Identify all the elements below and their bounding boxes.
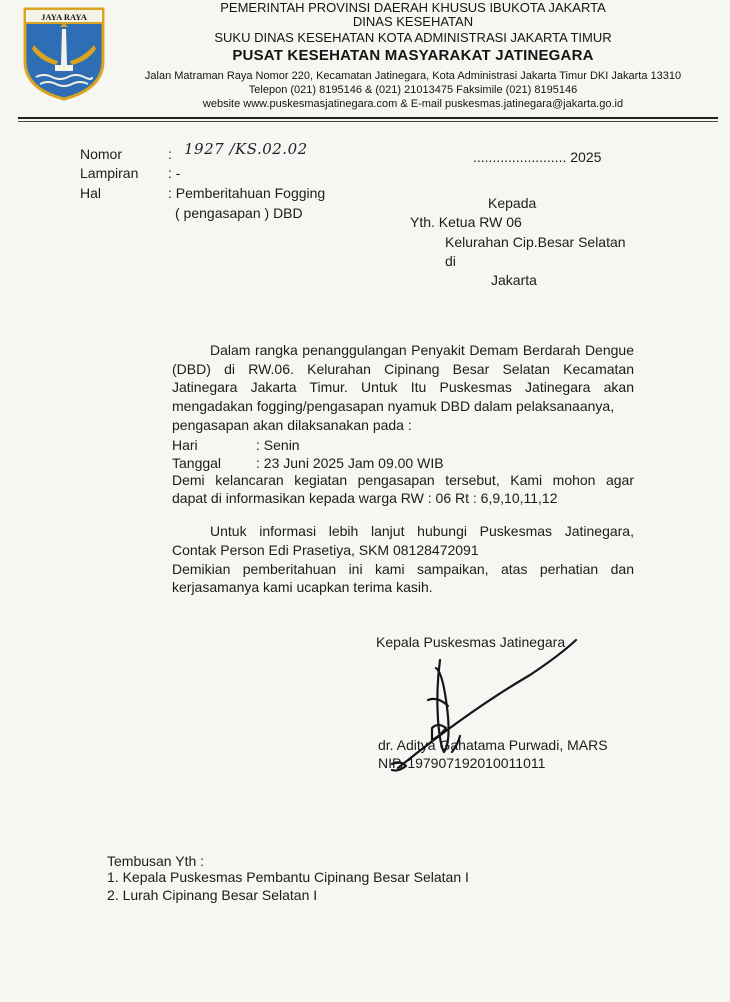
body-paragraph-2-last-line: dapat di informasikan kepada warga RW : 06 Rt : 6,9,10,11,12 (172, 490, 558, 506)
nomor-separator: : (168, 146, 172, 162)
body-paragraph-4: Demikian pemberitahuan ini kami sampaikan, atas perhatian dan (172, 561, 634, 577)
lampiran-value: : - (168, 165, 181, 181)
tembusan-item-1: 1. Kepala Puskesmas Pembantu Cipinang Besar Selatan I (107, 869, 469, 885)
signatory-name: dr. Aditya Gahatama Purwadi, MARS (378, 737, 608, 753)
header-government: PEMERINTAH PROVINSI DAERAH KHUSUS IBUKOTA JAKARTA (220, 0, 606, 15)
body-paragraph-3: Untuk informasi lebih lanjut hubungi Puskesmas Jatinegara, (210, 523, 634, 539)
nomor-label: Nomor (80, 146, 123, 162)
hal-value: : Pemberitahuan Fogging (168, 185, 326, 201)
body-paragraph-2: Demi kelancaran kegiatan pengasapan tersebut, Kami mohon agar (172, 472, 634, 488)
hal-value-continued: ( pengasapan ) DBD (175, 205, 303, 221)
body-paragraph-3-last-line: Contak Person Edi Prasetiya, SKM 08128472091 (172, 542, 479, 558)
tanggal-label: Tanggal (172, 455, 222, 471)
jakarta-coat-of-arms-logo (22, 5, 106, 101)
tembusan-label: Tembusan Yth : (107, 853, 205, 869)
recipient-yth: Yth. Ketua RW 06 (410, 214, 522, 230)
recipient-kepada: Kepada (488, 195, 537, 211)
hal-label: Hal (80, 185, 102, 201)
tembusan-item-2: 2. Lurah Cipinang Besar Selatan I (107, 887, 318, 903)
header-phone: Telepon (021) 8195146 & (021) 21013475 Faksimile (021) 8195146 (248, 84, 578, 96)
signatory-title: Kepala Puskesmas Jatinegara (376, 634, 566, 650)
body-paragraph-4-last-line: kerjasamanya kami ucapkan terima kasih. (172, 579, 433, 595)
letter-date: ........................ 2025 (473, 149, 602, 165)
body-paragraph-1-last-line: pengasapan akan dilaksanakan pada : (172, 417, 412, 433)
lampiran-label: Lampiran (80, 165, 139, 181)
hari-value: : Senin (256, 437, 300, 453)
hari-label: Hari (172, 437, 198, 453)
header-sub-agency: SUKU DINAS KESEHATAN KOTA ADMINISTRASI JAKARTA TIMUR (214, 30, 612, 45)
header-address: Jalan Matraman Raya Nomor 220, Kecamatan Jatinegara, Kota Administrasi Jakarta Timur DKI Jakarta 13310 (144, 70, 682, 82)
header-website-email: website www.puskesmasjatinegara.com & E-mail puskesmas.jatinegara@jakarta.go.id (202, 98, 624, 110)
header-rule-thin (18, 121, 718, 122)
body-paragraph-1: Dalam rangka penanggulangan Penyakit Demam Berdarah Dengue (DBD) di RW.06. Kelurahan Cipinang Besar Selatan Kecamatan Jatinegara Jakarta Timur. Untuk Itu Puskesmas Jatinegara akan mengadakan fogging/pengasapan nyamuk DBD dalam pelaksanaanya, (172, 342, 634, 414)
signatory-nip: NIP. 197907192010011011 (378, 755, 546, 771)
header-rule-thick (18, 117, 718, 119)
recipient-city: Jakarta (491, 272, 537, 288)
nomor-handwritten-value: 1927 /KS.02.02 (184, 140, 308, 158)
tanggal-value: : 23 Juni 2025 Jam 09.00 WIB (256, 455, 444, 471)
logo-motto: JAYA RAYA (41, 12, 87, 22)
recipient-kelurahan: Kelurahan Cip.Besar Selatan (445, 234, 626, 250)
header-agency: DINAS KESEHATAN (352, 14, 474, 29)
header-institution: PUSAT KESEHATAN MASYARAKAT JATINEGARA (232, 47, 594, 64)
recipient-di: di (445, 253, 456, 269)
